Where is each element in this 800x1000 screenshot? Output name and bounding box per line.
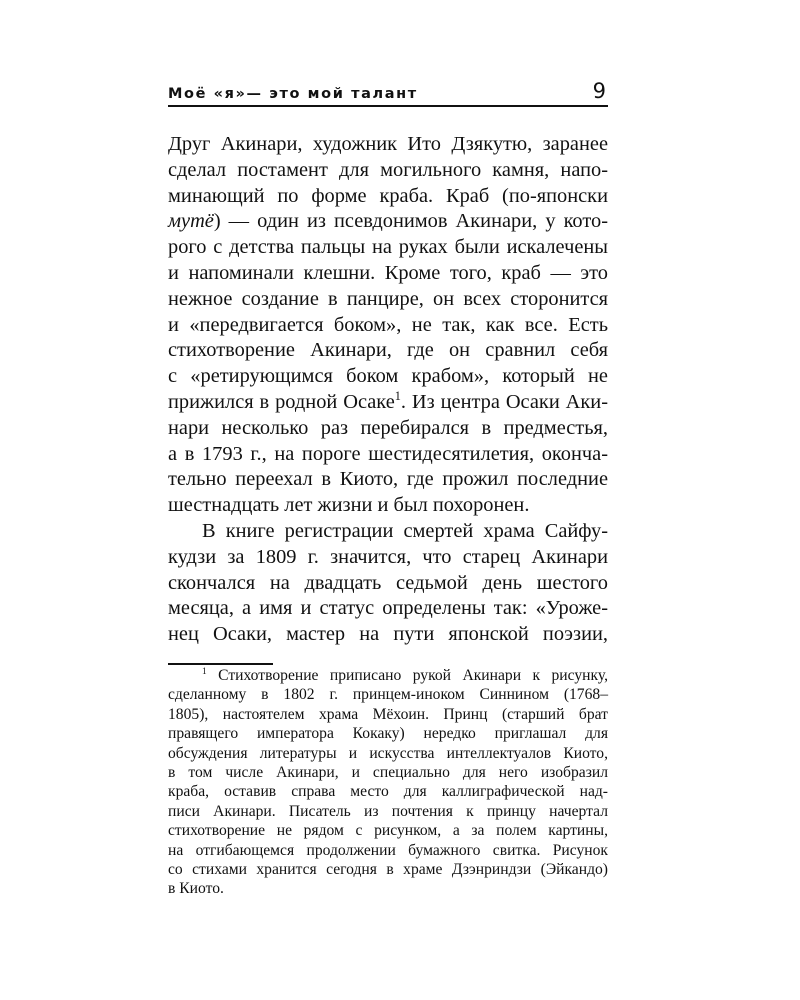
text-line: [168, 261, 608, 287]
text-line: [168, 235, 608, 261]
footnote-line: [168, 666, 608, 685]
text-line: [168, 493, 608, 519]
text-segment: стихотворение не рядом с рисунком, а за полем картины,: [168, 822, 608, 840]
footnote-line: [168, 763, 608, 782]
text-segment: писи Акинари. Писатель из почтения к принцу начертал: [168, 802, 608, 820]
main-text: [168, 132, 608, 648]
text-segment: краба, оставив справа место для каллиграфической над-: [168, 783, 608, 801]
text-line: [168, 467, 608, 493]
text-segment: стихотворение Акинари, где он сравнил себя: [168, 339, 608, 362]
text-line: [168, 287, 608, 313]
text-segment: . Из центра Осаки Аки-: [400, 390, 608, 413]
text-segment: сделанному в 1802 г. принцем-иноком Синнином (1768–: [168, 686, 608, 704]
text-segment: месяца, а имя и статус определены так: «Уроже-: [168, 597, 608, 620]
text-segment: скончался на двадцать седьмой день шестого: [168, 571, 608, 594]
running-title: Моё «я»— это мой талант: [168, 86, 418, 102]
footnote-line: [168, 879, 608, 898]
text-segment: В книге регистрации смертей храма Сайфу-: [202, 519, 608, 542]
text-segment: кудзи за 1809 г. значится, что старец Акинари: [168, 545, 608, 568]
footnote-line: [168, 685, 608, 704]
text-segment: и «передвигается боком», не так, как все. Есть: [168, 313, 608, 336]
text-line: [168, 442, 608, 468]
text-segment: ) — один из псевдонимов Акинари, у кото-: [213, 210, 608, 233]
text-line: [168, 313, 608, 339]
text-segment: а в 1793 г., на пороге шестидесятилетия, оконча-: [168, 442, 608, 465]
text-line: [168, 622, 608, 648]
text-segment: Стихотворение приписано рукой Акинари к рисунку,: [206, 667, 608, 684]
footnote-line: [168, 841, 608, 860]
text-segment: прижился в родной Осаке: [168, 390, 395, 413]
text-line: [168, 390, 608, 416]
text-segment: и напоминали клешни. Кроме того, краб — это: [168, 261, 608, 284]
text-line: [168, 364, 608, 390]
text-segment: сделал постамент для могильного камня, напо-: [168, 158, 608, 181]
text-segment: минающий по форме краба. Краб (по-японски: [168, 184, 608, 207]
text-segment: в Киото.: [168, 880, 224, 898]
text-segment: шестнадцать лет жизни и был похоронен.: [168, 494, 530, 517]
text-line: [168, 545, 608, 571]
text-segment: со стихами хранится сегодня в храме Дзэнриндзи (Эйкандо): [168, 861, 608, 879]
text-segment: тельно переехал в Киото, где прожил последние: [168, 468, 608, 491]
text-line: [168, 571, 608, 597]
text-segment: мутё: [168, 210, 214, 233]
text-line: [168, 338, 608, 364]
footnote-marker: 1: [202, 666, 207, 677]
footnote: [168, 666, 608, 899]
text-segment: Друг Акинари, художник Ито Дзякутю, заранее: [168, 133, 608, 155]
footnote-rule: [168, 663, 273, 665]
text-line: [168, 596, 608, 622]
text-segment: рого с детства пальцы на руках были искалечены: [168, 236, 608, 259]
text-segment: нари несколько раз перебирался в предместья,: [168, 416, 608, 439]
text-segment: обсуждения литературы и искусства интеллектуалов Киото,: [168, 744, 608, 762]
footnote-marker: 1: [394, 389, 401, 404]
footnote-line: [168, 724, 608, 743]
footnote-line: [168, 802, 608, 821]
header-rule: [168, 105, 608, 107]
text-segment: 1805), настоятелем храма Мёхоин. Принц (старший брат: [168, 705, 608, 723]
text-line: [168, 158, 608, 184]
text-line: [168, 132, 608, 158]
footnote-line: [168, 705, 608, 724]
text-segment: нежное создание в панцире, он всех сторонится: [168, 287, 608, 310]
text-segment: с «ретирующимся боком крабом», который не: [168, 365, 608, 388]
text-segment: правящего императора Кокаку) нередко приглашал для: [168, 725, 608, 743]
text-line: [168, 519, 608, 545]
footnote-line: [168, 821, 608, 840]
text-line: [168, 184, 608, 210]
text-segment: нец Осаки, мастер на пути японской поэзии,: [168, 623, 608, 646]
text-line: [168, 209, 608, 235]
text-segment: на отгибающемся продолжении бумажного свитка. Рисунок: [168, 841, 608, 859]
footnote-line: [168, 744, 608, 763]
text-segment: в том числе Акинари, и специально для него изобразил: [168, 764, 608, 782]
page-number: 9: [592, 79, 606, 103]
footnote-line: [168, 782, 608, 801]
footnote-line: [168, 860, 608, 879]
text-line: [168, 416, 608, 442]
